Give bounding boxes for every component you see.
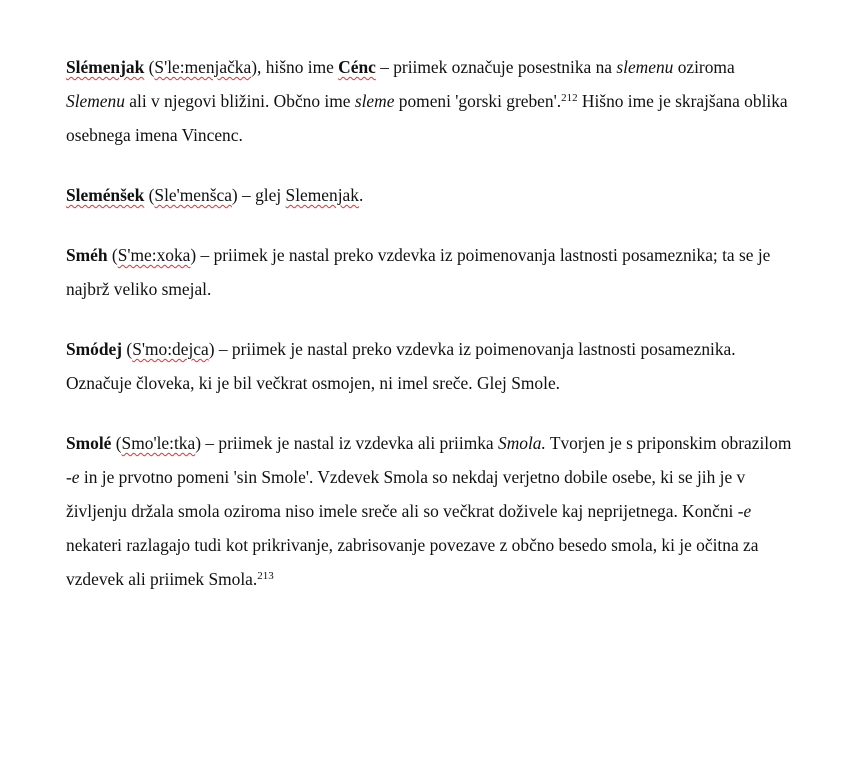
entry-text: Slemenu xyxy=(66,91,125,111)
entry-text: e xyxy=(743,501,752,521)
document-page xyxy=(66,50,796,622)
entry-text: ( xyxy=(111,433,122,453)
entry-text: – priimek označuje posestnika na xyxy=(375,57,617,77)
entry-smodej xyxy=(66,332,796,400)
dialect-form: S'le:menjačka xyxy=(154,57,252,77)
dialect-form: S'mo:dejca xyxy=(132,339,209,359)
entry-text: pomeni 'gorski greben'. xyxy=(394,91,562,111)
entry-text: ) – glej xyxy=(231,185,286,205)
entry-slemenjak xyxy=(66,50,796,152)
entry-text: ( xyxy=(122,339,133,359)
headword: Smódej xyxy=(66,339,123,359)
headword: Sleménšek xyxy=(66,185,145,205)
headword: Sméh xyxy=(66,245,108,265)
entry-text: nekateri razlagajo tudi kot prikrivanje, zabrisovanje povezave z občno besedo smola, ki je očitna za vzdevek ali priimek Smola. xyxy=(66,535,759,589)
entry-text: e xyxy=(71,467,80,487)
entry-text: Smola. xyxy=(498,433,546,453)
entry-text: ( xyxy=(144,57,155,77)
entry-text: ) – priimek je nastal iz vzdevka ali priimka xyxy=(195,433,498,453)
entry-text: slemenu xyxy=(616,57,674,77)
entry-text: in je prvotno pomeni 'sin Smole'. Vzdevek Smola so nekdaj verjetno dobile osebe, ki se jih je v življenju držala smola oziroma niso imele sreče ali so večkrat doživele kaj neprijetnega. Končni - xyxy=(66,467,746,521)
entry-text: ( xyxy=(144,185,155,205)
headword: Cénc xyxy=(338,57,376,77)
entry-text: ) – priimek je nastal preko vzdevka iz poimenovanja lastnosti posameznika; ta se je najbrž veliko smejal. xyxy=(66,245,771,299)
entry-text: . xyxy=(358,185,364,205)
footnote-ref: 213 xyxy=(257,570,274,582)
entry-text: ), hišno ime xyxy=(251,57,339,77)
entry-smole xyxy=(66,426,796,596)
footnote-ref: 212 xyxy=(561,92,578,104)
headword: Slémenjak xyxy=(66,57,145,77)
dialect-form: S'me:xoka xyxy=(117,245,191,265)
entry-text: ali v njegovi bližini. Občno ime xyxy=(124,91,355,111)
entry-smeh xyxy=(66,238,796,306)
entry-text: oziroma xyxy=(673,57,735,77)
dialect-form: Slemenjak xyxy=(285,185,359,205)
entry-text: Hišno ime je skrajšana oblika osebnega imena Vincenc. xyxy=(66,91,788,145)
headword: Smolé xyxy=(66,433,112,453)
entry-slemensek xyxy=(66,178,796,212)
entry-text: Tvorjen je s priponskim obrazilom - xyxy=(66,433,792,487)
dialect-form: Sle'menšca xyxy=(154,185,232,205)
entry-text: ( xyxy=(107,245,118,265)
entry-text: sleme xyxy=(354,91,395,111)
entry-text: ) – priimek je nastal preko vzdevka iz poimenovanja lastnosti posameznika. Označuje človeka, ki je bil večkrat osmojen, ni imel sreče. Glej Smole. xyxy=(66,339,736,393)
dialect-form: Smo'le:tka xyxy=(121,433,196,453)
